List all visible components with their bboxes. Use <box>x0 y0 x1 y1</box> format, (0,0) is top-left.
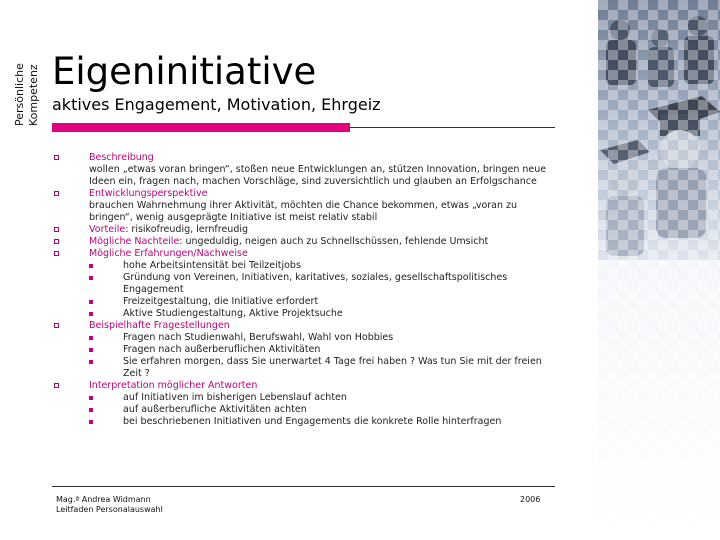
filled-bullet-icon <box>89 396 93 400</box>
section-label <box>14 4 44 126</box>
sub-item <box>89 404 550 416</box>
sub-item <box>89 332 550 344</box>
item-description: wollen „etwas voran bringen“, stoßen neue Entwicklungen an, stützen Innovation, bringen neue Ideen ein, fragen nach, machen Vorschläge, sind zuversichtlich und glauben an Erfolgschance <box>89 164 547 187</box>
footer-rule <box>52 486 555 487</box>
item-heading <box>89 188 550 200</box>
square-bullet-icon <box>54 383 59 388</box>
list-item <box>50 380 550 428</box>
item-label: Mögliche Erfahrungen/Nachweise <box>89 248 248 259</box>
sub-item <box>89 308 550 320</box>
sub-item <box>89 272 550 296</box>
filled-bullet-icon <box>89 408 93 412</box>
sub-item-text: Fragen nach Studienwahl, Berufswahl, Wahl von Hobbies <box>123 332 394 343</box>
list-item <box>50 248 550 320</box>
content-list <box>50 152 550 428</box>
sub-item-text: Aktive Studiengestaltung, Aktive Projektsuche <box>123 308 343 319</box>
item-label: Beschreibung <box>89 152 154 163</box>
page-subtitle: aktives Engagement, Motivation, Ehrgeiz <box>52 95 381 114</box>
item-description: brauchen Wahrnehmung ihrer Aktivität, möchten die Chance bekommen, etwas „voran zu bringen“, wenig ausgeprägte Initiative ist meist relativ stabil <box>89 200 518 223</box>
sub-item-text: Sie erfahren morgen, dass Sie unerwartet 4 Tage frei haben ? Was tun Sie mit der freien Zeit ? <box>123 356 542 379</box>
filled-bullet-icon <box>89 348 93 352</box>
filled-bullet-icon <box>89 420 93 424</box>
item-label: Vorteile <box>89 224 126 235</box>
item-value: : risikofreudig, lernfreudig <box>125 224 249 235</box>
filled-bullet-icon <box>89 276 93 280</box>
footer-document: Leitfaden Personalauswahl <box>56 505 163 514</box>
filled-bullet-icon <box>89 312 93 316</box>
item-heading <box>89 320 550 332</box>
item-heading <box>89 236 550 248</box>
sub-item <box>89 392 550 404</box>
sub-item-text: hohe Arbeitsintensität bei Teilzeitjobs <box>123 260 301 271</box>
square-bullet-icon <box>54 227 59 232</box>
list-item <box>50 188 550 224</box>
footer-author: Mag.ª Andrea Widmann <box>56 495 151 504</box>
footer-credits <box>56 495 163 515</box>
filled-bullet-icon <box>89 336 93 340</box>
sub-item-text: Freizeitgestaltung, die Initiative erfordert <box>123 296 319 307</box>
sub-item-text: auf Initiativen im bisherigen Lebenslauf achten <box>123 392 347 403</box>
list-item <box>50 224 550 236</box>
sub-item-text: auf außerberufliche Aktivitäten achten <box>123 404 307 415</box>
page-title: Eigeninitiative <box>52 50 317 93</box>
item-label: Mögliche Nachteile <box>89 236 180 247</box>
sub-item-text: Gründung von Vereinen, Initiativen, karitatives, soziales, gesellschaftspolitisches Engagement <box>123 272 508 295</box>
square-bullet-icon <box>54 251 59 256</box>
item-label: Interpretation möglicher Antworten <box>89 380 258 391</box>
footer-year: 2006 <box>520 495 541 504</box>
filled-bullet-icon <box>89 360 93 364</box>
item-label: Entwicklungsperspektive <box>89 188 208 199</box>
item-heading <box>89 224 550 236</box>
square-bullet-icon <box>54 191 59 196</box>
item-label: Beispielhafte Fragestellungen <box>89 320 230 331</box>
section-label-line1: Persönliche <box>13 63 26 126</box>
sub-item-text: Fragen nach außerberuflichen Aktivitäten <box>123 344 321 355</box>
item-heading <box>89 380 550 392</box>
list-item <box>50 152 550 188</box>
list-item <box>50 236 550 248</box>
list-item <box>50 320 550 380</box>
sub-item <box>89 344 550 356</box>
section-label-line2: Kompetenz <box>27 64 40 126</box>
square-bullet-icon <box>54 323 59 328</box>
sub-item <box>89 416 550 428</box>
filled-bullet-icon <box>89 264 93 268</box>
item-heading <box>89 248 550 260</box>
sub-item-text: bei beschriebenen Initiativen und Engagements die konkrete Rolle hinterfragen <box>123 416 502 427</box>
sub-item <box>89 260 550 272</box>
sub-item <box>89 296 550 308</box>
graduation-photo <box>598 0 720 540</box>
sub-item <box>89 356 550 380</box>
item-value: : ungeduldig, neigen auch zu Schnellschüssen, fehlende Umsicht <box>179 236 489 247</box>
accent-bar <box>52 123 350 132</box>
item-heading <box>89 152 550 164</box>
filled-bullet-icon <box>89 300 93 304</box>
square-bullet-icon <box>54 155 59 160</box>
square-bullet-icon <box>54 239 59 244</box>
